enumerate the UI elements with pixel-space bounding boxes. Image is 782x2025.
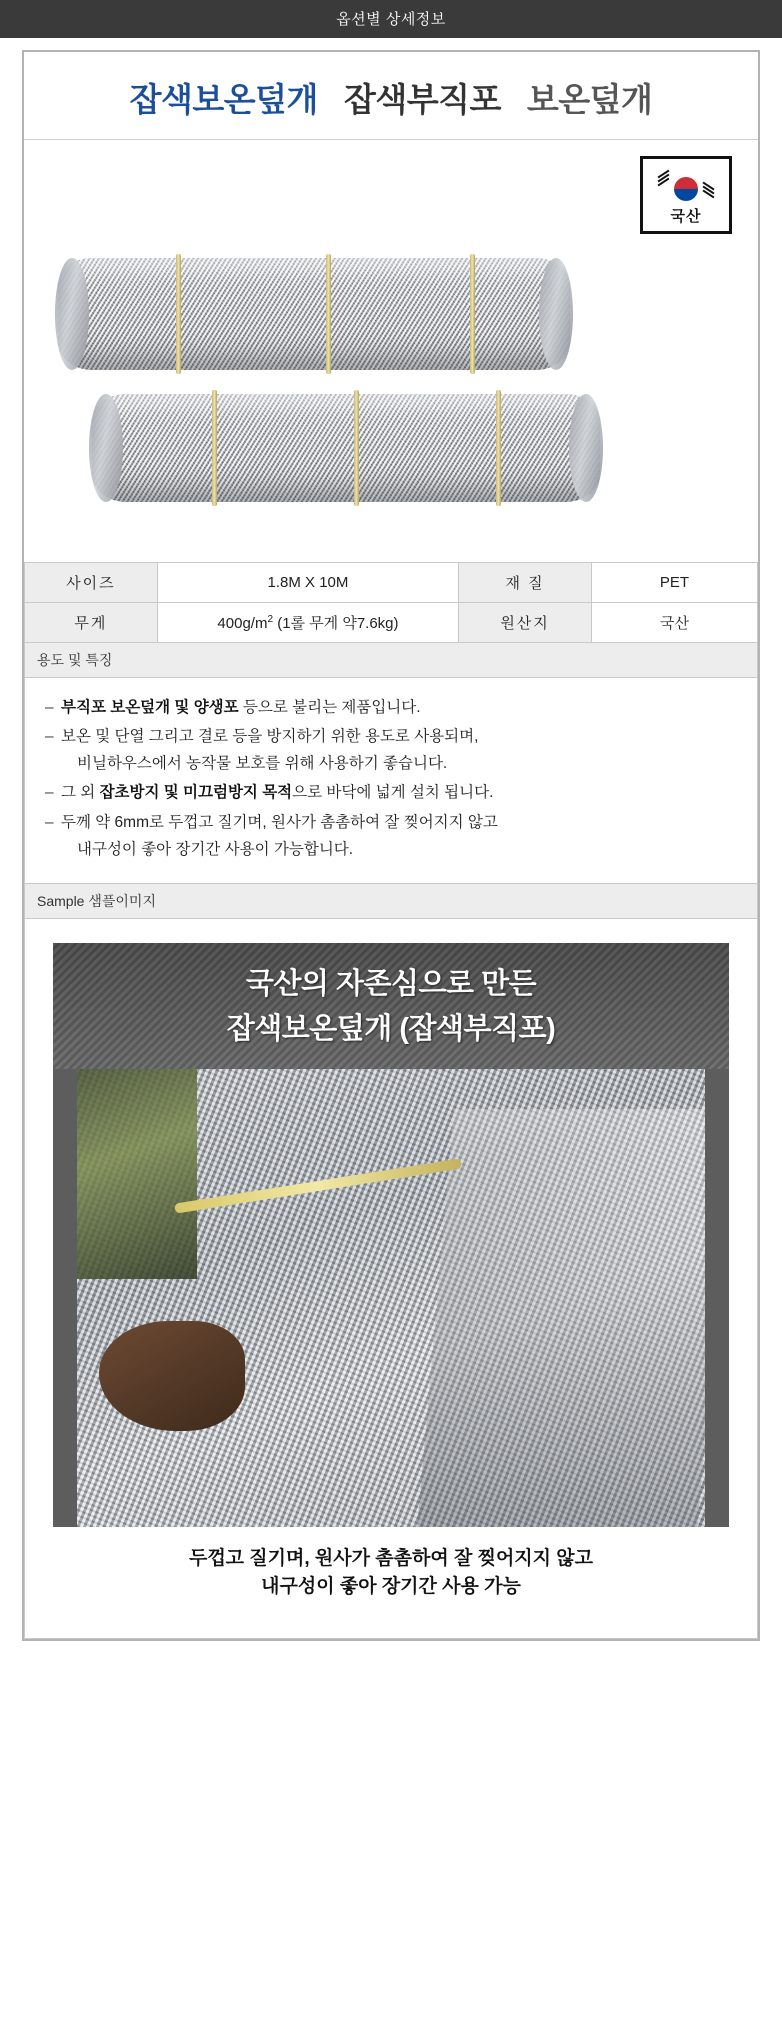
product-photo	[44, 244, 738, 544]
features-heading: 용도 및 특징	[24, 643, 758, 678]
list-item	[45, 694, 737, 721]
product-roll-bottom	[92, 394, 600, 502]
option-detail-header: 옵션별 상세정보	[0, 0, 782, 38]
weight-number: 400g/m	[217, 615, 268, 632]
sample-image-block	[24, 919, 758, 1639]
hand-holding-fabric	[99, 1321, 245, 1431]
list-item	[45, 779, 737, 806]
sample-photo	[77, 1069, 705, 1527]
badge-row	[24, 140, 758, 244]
product-title	[24, 74, 758, 121]
title-part-1: 잡색보온덮개	[129, 81, 318, 118]
spec-label-material: 재 질	[459, 563, 592, 603]
title-part-3: 보온덮개	[526, 81, 653, 118]
feature-text-bold: 부직포 보온덮개 및 양생포	[61, 699, 239, 716]
spec-table	[24, 562, 758, 643]
spec-value-material: PET	[591, 563, 757, 603]
list-item	[45, 809, 737, 863]
sample-caption-line2: 내구성이 좋아 장기간 사용 가능	[261, 1576, 521, 1598]
feature-text-post: 등으로 불리는 제품입니다.	[238, 699, 421, 716]
page-title	[24, 52, 758, 140]
product-roll-top	[58, 258, 570, 370]
sample-caption-line1: 두껍고 질기며, 원사가 촘촘하여 잘 찢어지지 않고	[188, 1547, 594, 1569]
features-list	[24, 678, 758, 884]
sample-heading: Sample 샘플이미지	[24, 884, 758, 919]
feature-text-pre: 그 외	[61, 784, 100, 802]
weight-note: (1롤 무게 약7.6kg)	[273, 615, 399, 632]
sample-card	[53, 943, 729, 1612]
made-in-korea-badge	[640, 156, 732, 234]
table-row	[25, 563, 758, 603]
spec-value-size: 1.8M X 10M	[157, 563, 458, 603]
feature-text-sub: 내구성이 좋아 장기간 사용이 가능합니다.	[77, 840, 354, 858]
list-item	[45, 723, 737, 777]
feature-text-bold: 잡초방지 및 미끄럼방지 목적	[99, 784, 293, 802]
sample-banner-line1: 국산의 자존심으로 만든	[245, 967, 537, 1000]
feature-text-sub: 비닐하우스에서 농작물 보호를 위해 사용하기 좋습니다.	[77, 755, 448, 773]
content-frame	[22, 50, 760, 1641]
spec-label-size: 사이즈	[25, 563, 158, 603]
spec-value-weight	[157, 603, 458, 643]
feature-text-post: 으로 바닥에 넓게 설치 됩니다.	[292, 784, 494, 802]
sample-banner	[53, 943, 729, 1069]
spec-label-origin: 원산지	[459, 603, 592, 643]
korean-flag-icon	[655, 163, 717, 203]
sample-banner-line2: 잡색보온덮개 (잡색부직포)	[226, 1012, 556, 1045]
badge-label: 국산	[670, 208, 702, 225]
title-part-2: 잡색부직포	[343, 81, 501, 118]
sample-caption	[53, 1527, 729, 1612]
weight-unit-sup: 2	[267, 614, 274, 625]
table-row	[25, 603, 758, 643]
feature-text-pre: 보온 및 단열 그리고 결로 등을 방지하기 위한 용도로 사용되며,	[61, 728, 479, 746]
feature-text-pre: 두께 약 6mm로 두껍고 질기며, 원사가 촘촘하여 잘 찢어지지 않고	[61, 813, 498, 831]
spec-label-weight: 무게	[25, 603, 158, 643]
spec-value-origin: 국산	[591, 603, 757, 643]
